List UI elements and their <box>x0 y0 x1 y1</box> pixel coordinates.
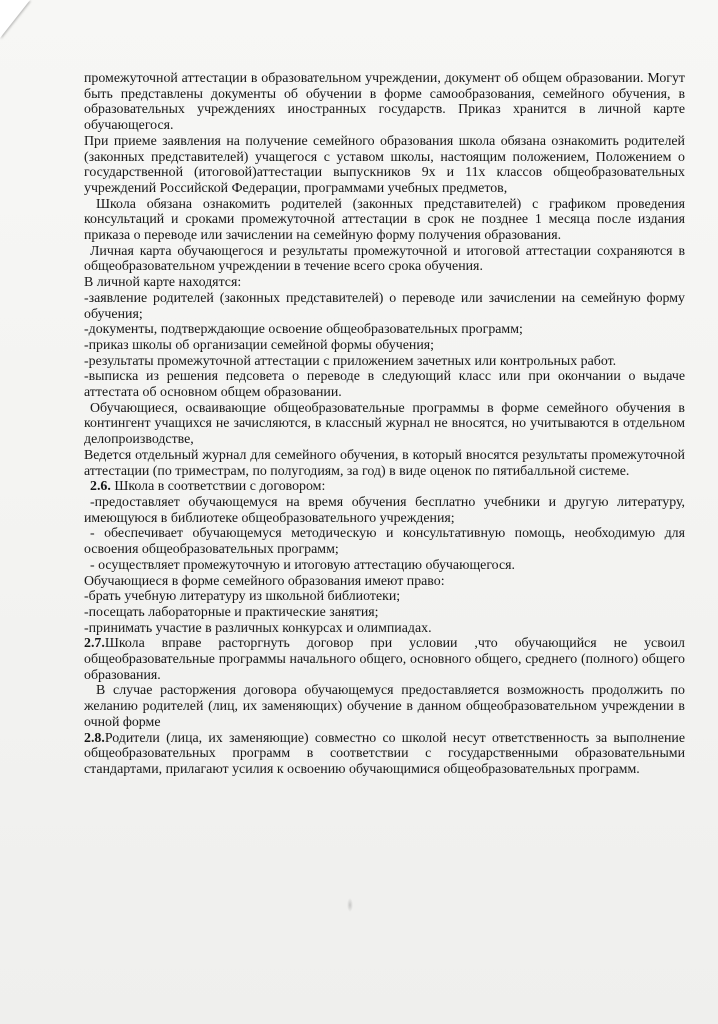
paragraph: Обучающиеся, осваивающие общеобразовательные программы в форме семейного обучения в контингент учащихся не зачисляются, в классный журнал не вносятся, но учитываются в отдельном делопроизводстве, <box>84 400 685 448</box>
paragraph: Школа обязана ознакомить родителей (законных представителей) с графиком проведения консультаций и сроками промежуточной аттестации в срок не позднее 1 месяца после издания приказа о переводе или зачислении на семейную форму получения образования. <box>84 196 685 244</box>
folded-corner <box>0 0 30 38</box>
list-item: -посещать лабораторные и практические занятия; <box>84 604 379 620</box>
paragraph: При приеме заявления на получение семейного образования школа обязана ознакомить родителей (законных представителей) учащегося с уставом школы, настоящим положением, Положением о государственной (итоговой)аттестации выпускников 9х и 11х классов общеобразовательных учреждений Российской Федерации, программами учебных предметов, <box>84 133 685 196</box>
document-body <box>84 71 685 778</box>
paragraph: В личной карте находятся: <box>84 275 242 291</box>
scan-speck <box>347 898 353 912</box>
section-paragraph: 2.8.Родители (лица, их заменяющие) совместно со школой несут ответственность за выполнение общеобразовательных программ в соответствии с государственными образовательными стандартами, прилагают усилия к освоению обучающимися общеобразовательных программ. <box>84 730 685 777</box>
paragraph: Личная карта обучающегося и результаты промежуточной и итоговой аттестации сохраняются в общеобразовательном учреждении в течение всего срока обучения. <box>84 243 685 275</box>
list-item: -выписка из решения педсовета о переводе в следующий класс или при окончании о выдаче аттестата об основном общем образовании. <box>84 369 685 401</box>
paragraph: Обучающиеся в форме семейного образования имеют право: <box>84 573 445 589</box>
paragraph: Ведется отдельный журнал для семейного обучения, в который вносятся результаты промежуточной аттестации (по триместрам, по полугодиям, за год) в виде оценок по пятибалльной системе. <box>84 447 685 479</box>
list-item: -результаты промежуточной аттестации с приложением зачетных или контрольных работ. <box>84 353 617 369</box>
list-item: - обеспечивает обучающемуся методическую и консультативную помощь, необходимую для освоения общеобразовательных программ; <box>84 526 685 558</box>
list-item: - осуществляет промежуточную и итоговую аттестацию обучающегося. <box>90 557 515 573</box>
list-item: -предоставляет обучающемуся на время обучения бесплатно учебники и другую литературу, имеющуюся в библиотеке общеобразовательного учреждения; <box>84 494 685 526</box>
section-heading: 2.6. Школа в соответствии с договором: <box>90 479 326 495</box>
paragraph: В случае расторжения договора обучающемуся предоставляется возможность продолжить по желанию родителей (лиц, их заменяющих) обучение в данном общеобразовательном учреждении в очной форме <box>84 683 685 730</box>
list-item: -документы, подтверждающие освоение общеобразовательных программ; <box>84 322 523 338</box>
list-item: -заявление родителей (законных представителей) о переводе или зачислении на семейную форму обучения; <box>84 290 685 322</box>
list-item: -приказ школы об организации семейной формы обучения; <box>84 337 435 353</box>
list-item: -принимать участие в различных конкурсах и олимпиадах. <box>84 620 432 636</box>
list-item: -брать учебную литературу из школьной библиотеки; <box>84 589 401 605</box>
section-paragraph: 2.7.Школа вправе расторгнуть договор при условии ,что обучающийся не усвоил общеобразовательные программы начального общего, основного общего, среднего (полного) общего образования. <box>84 636 685 683</box>
paragraph: промежуточной аттестации в образовательном учреждении, документ об общем образовании. Могут быть представлены документы об обучении в форме самообразования, семейного обучения, в образовательных учреждениях иностранных государств. Приказ хранится в личной карте обучающегося. <box>84 71 685 134</box>
